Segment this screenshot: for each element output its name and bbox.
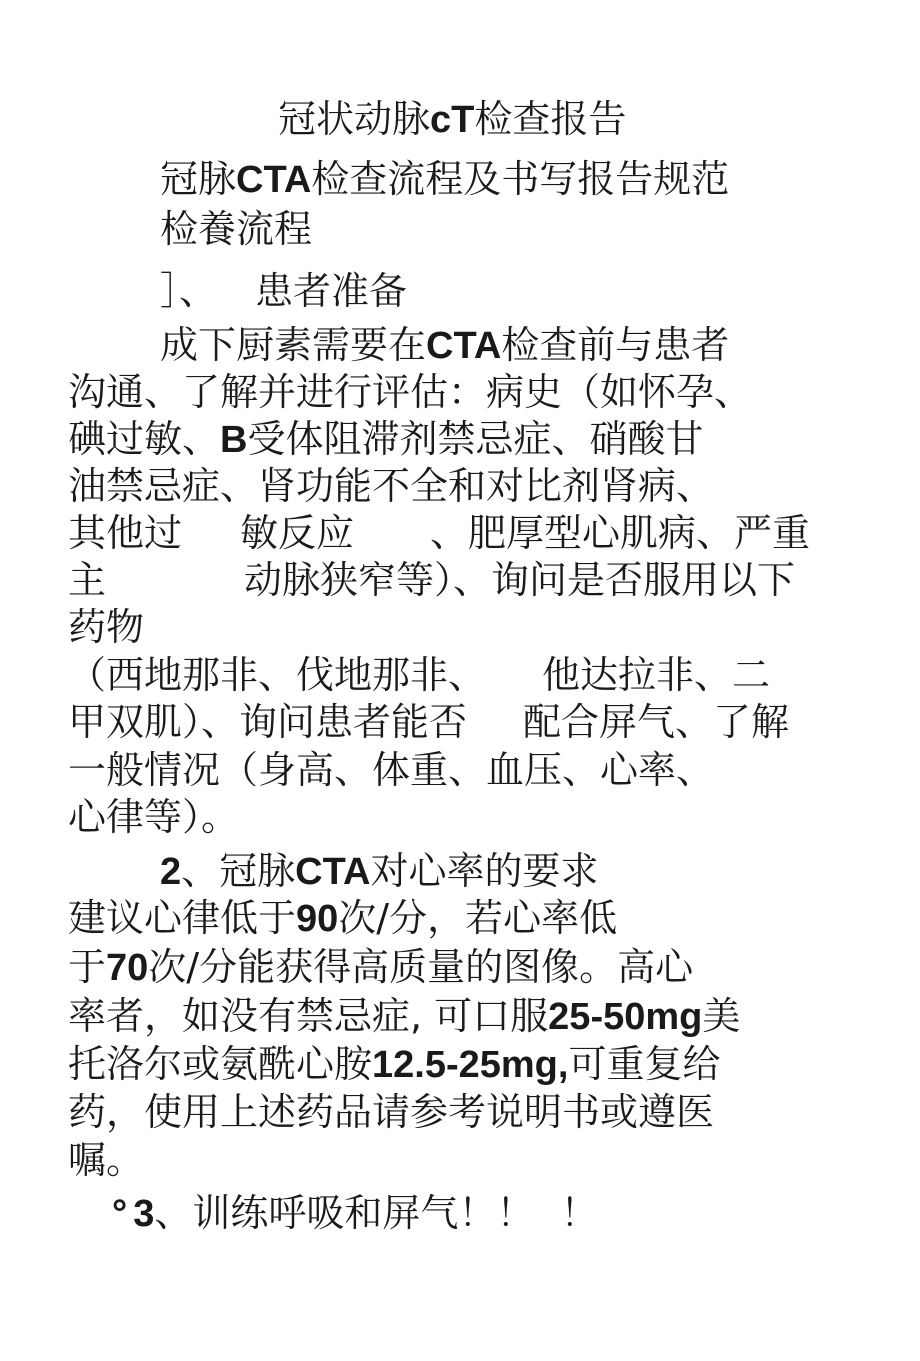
- section-1-title: 患者准备: [255, 269, 408, 313]
- section-2-heading: 2、冠脉CTA对心率的要求: [160, 849, 599, 893]
- paragraph-line: 于70次/分能获得高质量的图像。高心: [68, 945, 694, 989]
- section-1-marker: ］、: [160, 269, 218, 313]
- paragraph-line: 沟通、了解并进行评估：病史（如怀孕、: [68, 370, 753, 414]
- paragraph-line: 心律等）。: [68, 795, 240, 839]
- paragraph-line: 成下厨素需要在CTA检查前与患者: [160, 323, 730, 367]
- section-3-bullet: °: [112, 1193, 128, 1235]
- document-subtitle: 冠脉CTA检查流程及书写报告规范: [160, 157, 730, 201]
- paragraph-line: 建议心律低于90次/分，若心率低: [68, 896, 618, 940]
- paragraph-line: 油禁忌症、肾功能不全和对比剂肾病、: [68, 464, 715, 508]
- paragraph-line: 率者，如没有禁忌症, 可口服25-50mg美: [68, 994, 741, 1038]
- paragraph-line: 药物: [68, 605, 145, 649]
- paragraph-line: 托洛尔或氨酰心胺12.5-25mg,可重复给: [68, 1042, 721, 1086]
- paragraph-line: 一般情况（身高、体重、血压、心率、: [68, 748, 715, 792]
- paragraph-line: 药，使用上述药品请参考说明书或遵医: [68, 1090, 715, 1134]
- section-3-heading: ° 3、训练呼吸和屏气！！ ！: [112, 1191, 599, 1235]
- process-heading: 检養流程: [160, 207, 313, 251]
- paragraph-line: （西地那非、伐地那非、 他达拉非、二: [68, 653, 771, 697]
- paragraph-line: 碘过敏、B受体阻滞剂禁忌症、硝酸甘: [68, 417, 704, 461]
- paragraph-line: 主 动脉狭窄等）、询问是否服用以下: [68, 558, 796, 602]
- section-1-heading: [160, 268, 407, 314]
- paragraph-line: 其他过 敏反应 、肥厚型心肌病、严重: [68, 511, 811, 555]
- paragraph-line: 嘱。: [68, 1138, 145, 1182]
- paragraph-line: 甲双肌）、询问患者能否 配合屏气、了解: [68, 700, 790, 744]
- page-title: 冠状动脉cT检查报告: [278, 97, 627, 141]
